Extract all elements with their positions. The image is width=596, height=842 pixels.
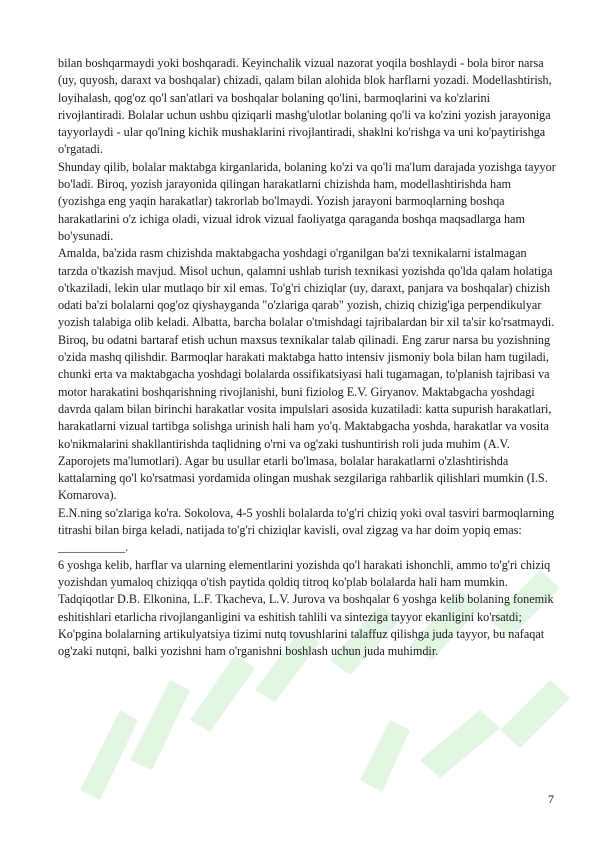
document-body xyxy=(58,55,558,660)
paragraph: 6 yoshga kelib, harflar va ularning elementlarini yozishda qo'l harakati ishonchli, ammo to'g'ri chiziq yozishdan yumaloq chiziqqa o'tish paytida qoldiq titroq ko'plab bolalarda hali ham mumkin. xyxy=(58,557,551,589)
paragraph: E.N.ning so'zlariga ko'ra. Sokolova, 4-5 yoshli bolalarda to'g'ri chiziq yoki oval tasviri barmoqlarning titrashi bilan birga keladi, natijada to'g'ri chiziqlar kavisli, oval zigzag va har doim yopiq emas: ___________. xyxy=(58,505,555,555)
paragraph: bilan boshqarmaydi yoki boshqaradi. Keyinchalik vizual nazorat yoqila boshlaydi - bola biror narsa (uy, quyosh, daraxt va boshqalar) chizadi, qalam bilan alohida blok harflarni yozadi. Modellashtirish, loyihalash, qog'oz qo'l san'atlari va boshqalar bolaning qo'lini, barmoqlarini va ko'zlarini rivojlantiradi. Bolalar uchun ushbu qiziqarli mashg'ulotlar bolaning qo'li va ko'zini yozish jarayoniga tayyorlaydi - ular qo'lning kichik mushaklarini rivojlantiradi, shaklni ko'rishga va uni ko'paytirishga o'rgatadi. xyxy=(58,56,552,157)
paragraph: Amalda, ba'zida rasm chizishda maktabgacha yoshdagi o'rganilgan ba'zi texnikalarni istalmagan tarzda o'tkazish mavjud. Misol uchun, qalamni ushlab turish texnikasi yozishda qo'lda qalam holatiga o'tkaziladi, lekin ular mutlaqo bir xil emas. To'g'ri chiziqlar (uy, daraxt, panjara va boshqalar) chizish odati ba'zi bolalarni qog'oz qiyshayganda "o'zlariga qarab" yozish, chiziq chizig'iga perpendikulyar yozish talabiga olib keladi. Albatta, barcha bolalar o'tmishdagi tajribalardan bir xil ta'sir ko'rsatmaydi. Biroq, bu odatni bartaraf etish uchun maxsus texnikalar talab qilinadi. Eng zarur narsa bu yozishning o'zida mashq qilishdir. Barmoqlar harakati maktabga hatto intensiv jismoniy bola bilan ham tugiladi, chunki erta va maktabgacha yoshdagi bolalarda ossifikatsiyasi hali tugamagan, to'planish tajribasi va motor harakatini boshqarishning rivojlanishi, buni fiziolog E.V. Giryanov. Maktabgacha yoshdagi davrda qalam bilan birinchi harakatlar vosita impulslari asosida kuzatiladi: katta supurish harakatlari, harakatlarni vizual tartibga solishga urinish hali ham yo'q. Maktabgacha yoshda, harakatlar va vosita ko'nikmalarini shakllantirishda taqlidning o'rni va og'zaki tushuntirish roli juda muhim (A.V. Zaporojets ma'lumotlari). Agar bu usullar etarli bo'lmasa, bolalar harakatlarni o'zlashtirishda kattalarning qo'l ko'rsatmasi yordamida olingan mushak sezgilariga rahbarlik qilishlari mumkin (I.S. Komarova). xyxy=(58,246,555,503)
page-number: 7 xyxy=(548,792,554,806)
paragraph: Tadqiqotlar D.B. Elkonina, L.F. Tkacheva, L.V. Jurova va boshqalar 6 yoshga kelib bolaning fonemik eshitishlari etarlicha rivojlanganligini va eshitish tahlili va sinteziga tayyor ekanligini ko'rsatdi; Ko'pgina bolalarning artikulyatsiya tizimi nutq tovushlarini talaffuz qilishga juda tayyor, bu nafaqat og'zaki nutqni, balki yozishni ham o'rganishni boshlash uchun juda muhimdir. xyxy=(58,592,554,659)
paragraph: Shunday qilib, bolalar maktabga kirganlarida, bolaning ko'zi va qo'li ma'lum darajada yozishga tayyor bo'ladi. Biroq, yozish jarayonida qilingan harakatlarni chizishda ham, modellashtirishda ham (yozishga eng yaqin harakatlar) takrorlab bo'lmaydi. Yozish jarayoni barmoqlarning boshqa harakatlarini o'z ichiga oladi, vizual idrok vizual faoliyatga qaraganda boshqa maqsadlarga ham bo'ysunadi. xyxy=(58,159,556,243)
